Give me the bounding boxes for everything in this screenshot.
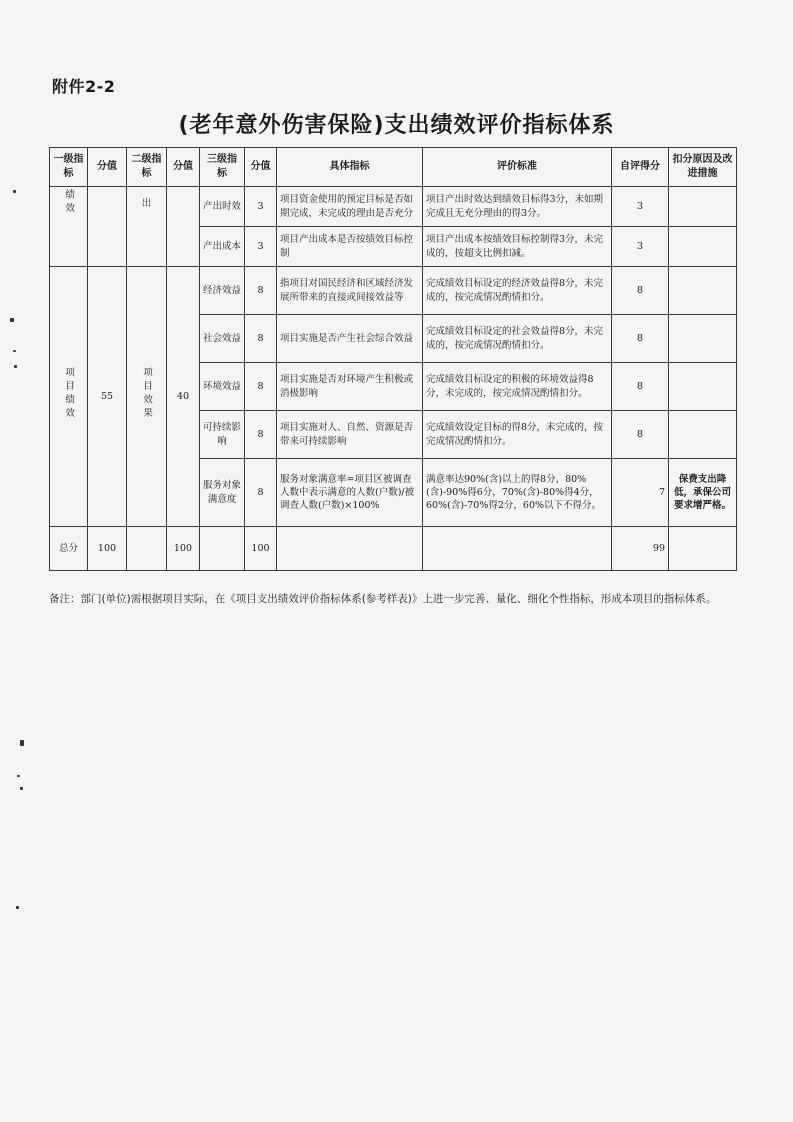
l1-cont-text: 绩效 (63, 189, 75, 216)
header-criteria: 评价标准 (423, 148, 612, 187)
header-specific: 具体指标 (277, 148, 423, 187)
total-empty (277, 527, 423, 571)
self-score-cell: 7 (612, 459, 669, 527)
score1-cont-cell (88, 187, 127, 267)
criteria-cell: 项目产出成本按绩效目标控制得3分，未完成的，按超支比例扣减。 (423, 227, 612, 267)
l2-cell (127, 267, 167, 527)
reason-cell (669, 315, 737, 363)
scan-speck (16, 906, 19, 909)
header-score1: 分值 (88, 148, 127, 187)
specific-cell: 项目实施是否对环境产生积极或消极影响 (277, 363, 423, 411)
score3-cell: 3 (245, 187, 277, 227)
scan-speck (20, 740, 24, 746)
total-score2: 100 (167, 527, 200, 571)
l3-cell: 服务对象满意度 (200, 459, 245, 527)
total-self-score: 99 (612, 527, 669, 571)
table-row (50, 267, 737, 315)
total-empty (200, 527, 245, 571)
scan-speck (10, 318, 14, 322)
specific-cell: 项目产出成本是否按绩效目标控制 (277, 227, 423, 267)
total-label: 总分 (50, 527, 88, 571)
footnote: 备注：部门(单位)需根据项目实际，在《项目支出绩效评价指标体系(参考样表)》上进一步完善、量化、细化个性指标，形成本项目的指标体系。 (49, 593, 717, 605)
score2-cont-cell (167, 187, 200, 267)
criteria-cell: 项目产出时效达到绩效目标得3分，未如期完成且无充分理由的得3分。 (423, 187, 612, 227)
l1-text: 项目绩效 (63, 367, 75, 422)
score3-cell: 8 (245, 267, 277, 315)
l3-cell: 社会效益 (200, 315, 245, 363)
criteria-cell: 完成绩效目标设定的社会效益得8分，未完成的，按完成情况酌情扣分。 (423, 315, 612, 363)
criteria-cell: 满意率达90%(含)以上的得8分，80%(含)-90%得6分，70%(含)-80%得4分，60%(含)-70%得2分，60%以下不得分。 (423, 459, 612, 527)
reason-cell (669, 363, 737, 411)
reason-cell (669, 267, 737, 315)
l1-cell (50, 267, 88, 527)
scan-speck (13, 350, 16, 352)
reason-cell: 保费支出降低，承保公司要求增严格。 (669, 459, 737, 527)
score3-cell: 8 (245, 411, 277, 459)
l2-cont-cell (127, 187, 167, 267)
page-title: (老年意外伤害保险)支出绩效评价指标体系 (178, 113, 615, 138)
scan-speck (17, 775, 20, 777)
attachment-label: 附件2-2 (52, 77, 116, 96)
self-score-cell: 3 (612, 227, 669, 267)
specific-cell: 项目资金使用的预定目标是否如期完成，未完成的理由是否充分 (277, 187, 423, 227)
criteria-cell: 完成绩效目标设定的积极的环境效益得8分，未完成的，按完成情况酌情扣分。 (423, 363, 612, 411)
self-score-cell: 8 (612, 315, 669, 363)
l1-cont-cell (50, 187, 88, 267)
scan-speck (20, 787, 23, 790)
self-score-cell: 8 (612, 411, 669, 459)
total-empty (423, 527, 612, 571)
scan-speck (13, 190, 16, 193)
specific-cell: 指项目对国民经济和区域经济发展所带来的直接或间接效益等 (277, 267, 423, 315)
header-reason: 扣分原因及改进措施 (669, 148, 737, 187)
l3-cell: 产出成本 (200, 227, 245, 267)
header-l2: 二级指标 (127, 148, 167, 187)
specific-cell: 项目实施是否产生社会综合效益 (277, 315, 423, 363)
l2-cont-text: 出 (141, 198, 152, 209)
self-score-cell: 8 (612, 363, 669, 411)
specific-cell: 服务对象满意率=项目区被调查人数中表示满意的人数(户数)/被调查人数(户数)×100% (277, 459, 423, 527)
l2-text: 项目效果 (141, 367, 153, 422)
header-score2: 分值 (167, 148, 200, 187)
score1-cell: 55 (88, 267, 127, 527)
reason-cell (669, 411, 737, 459)
score3-cell: 8 (245, 459, 277, 527)
header-self-score: 自评得分 (612, 148, 669, 187)
criteria-cell: 完成绩效目标设定的经济效益得8分，未完成的，按完成情况酌情扣分。 (423, 267, 612, 315)
score2-cell: 40 (167, 267, 200, 527)
l3-cell: 可持续影响 (200, 411, 245, 459)
self-score-cell: 3 (612, 187, 669, 227)
header-row (50, 148, 737, 187)
score3-cell: 8 (245, 363, 277, 411)
total-score1: 100 (88, 527, 127, 571)
score3-cell: 8 (245, 315, 277, 363)
total-row (50, 527, 737, 571)
scan-speck (14, 365, 17, 368)
header-score3: 分值 (245, 148, 277, 187)
criteria-cell: 完成绩效设定目标的得8分，未完成的，按完成情况酌情扣分。 (423, 411, 612, 459)
total-score3: 100 (245, 527, 277, 571)
header-l3: 三级指标 (200, 148, 245, 187)
specific-cell: 项目实施对人、自然、资源是否带来可持续影响 (277, 411, 423, 459)
l3-cell: 产出时效 (200, 187, 245, 227)
evaluation-table (49, 147, 737, 571)
header-l1: 一级指标 (50, 148, 88, 187)
l3-cell: 环境效益 (200, 363, 245, 411)
self-score-cell: 8 (612, 267, 669, 315)
table-row (50, 187, 737, 227)
l3-cell: 经济效益 (200, 267, 245, 315)
reason-cell (669, 227, 737, 267)
score3-cell: 3 (245, 227, 277, 267)
total-empty (127, 527, 167, 571)
total-empty (669, 527, 737, 571)
reason-cell (669, 187, 737, 227)
